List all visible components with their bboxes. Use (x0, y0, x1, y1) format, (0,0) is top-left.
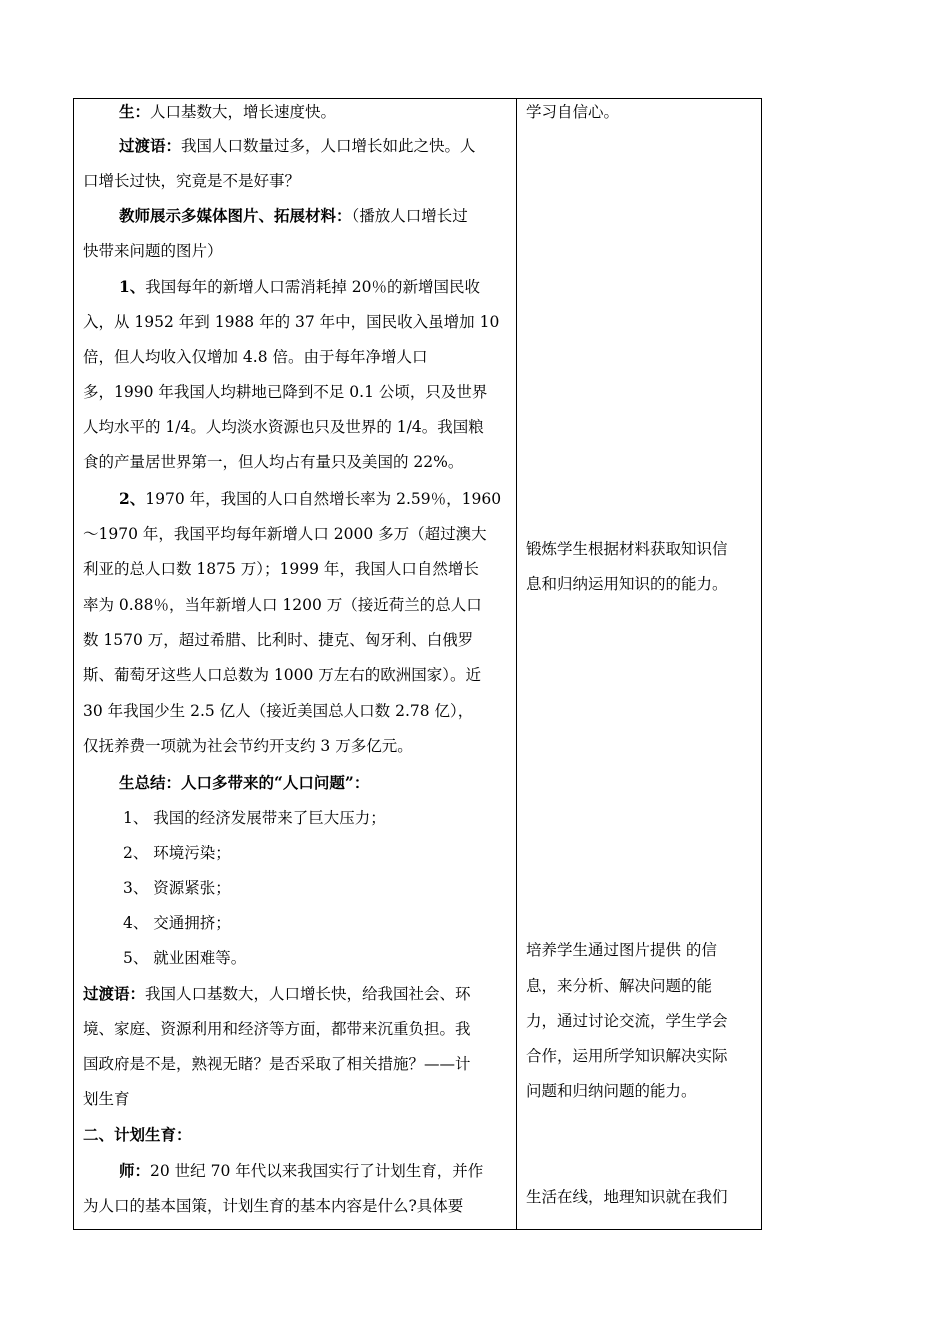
line-text: 口增长过快，究竟是不是好事？ (83, 172, 301, 190)
line-text: 率为 0.88％，当年新增人口 1200 万（接近荷兰的总人口 (83, 596, 482, 614)
left-text-line (83, 171, 300, 191)
left-text-line (83, 984, 471, 1004)
left-text-line (83, 595, 482, 615)
left-text-line (83, 1019, 471, 1039)
left-text-line (83, 665, 481, 685)
left-text-line (119, 1161, 483, 1181)
line-text: 多，1990 年我国人均耕地已降到不足 0.1 公顷，只及世界 (83, 383, 488, 401)
left-text-line (119, 277, 480, 297)
left-text-line (83, 1125, 192, 1145)
line-text: 食的产量居世界第一，但人均占有量只及美国的 22%。 (83, 453, 464, 471)
left-text-line (83, 1054, 471, 1074)
right-text-line: 学习自信心。 (526, 103, 620, 121)
line-text: 2、 环境污染； (123, 844, 231, 862)
line-text: 境、家庭、资源利用和经济等方面，都带来沉重负担。我 (83, 1020, 471, 1038)
line-text: 划生育 (83, 1090, 130, 1108)
left-text-line (83, 347, 428, 367)
column-divider (516, 99, 517, 1229)
bold-label: 2、 (119, 489, 146, 508)
bold-label: 二、计划生育： (83, 1125, 192, 1144)
left-text-line (123, 878, 231, 898)
left-text-line (83, 701, 473, 721)
line-text: 1、 我国的经济发展带来了巨大压力； (123, 809, 386, 827)
right-text-line: 问题和归纳问题的能力。 (526, 1082, 697, 1100)
line-text: 1970 年，我国的人口自然增长率为 2.59％，1960 (145, 490, 502, 508)
line-text: 5、 就业困难等。 (123, 949, 247, 967)
bold-label: 教师展示多媒体图片、拓展材料： (119, 206, 352, 225)
line-text: 入，从 1952 年到 1988 年的 37 年中，国民收入虽增加 10 (83, 313, 500, 331)
left-text-line (83, 736, 413, 756)
lesson-plan-table (73, 98, 762, 1230)
left-text-line (83, 630, 473, 650)
right-text-line: 锻炼学生根据材料获取知识信 (526, 540, 728, 558)
left-text-line (83, 1196, 463, 1216)
line-text: 仅抚养费一项就为社会节约开支约 3 万多亿元。 (83, 737, 413, 755)
left-text-line (123, 843, 231, 863)
right-text-line: 培养学生通过图片提供 的信 (526, 941, 717, 959)
left-text-line (123, 808, 386, 828)
left-text-line (119, 136, 476, 156)
line-text: 4、 交通拥挤； (123, 914, 231, 932)
left-text-line (119, 489, 501, 509)
left-text-line (83, 524, 487, 544)
bold-label: 生总结：人口多带来的“人口问题”： (119, 773, 370, 792)
bold-label: 生： (119, 102, 151, 121)
left-text-line (119, 102, 336, 122)
line-text: 30 年我国少生 2.5 亿人（接近美国总人口数 2.78 亿）， (83, 702, 474, 720)
left-text-line (123, 913, 231, 933)
right-text-line: 息和归纳运用知识的的能力。 (526, 575, 728, 593)
line-text: 人口基数大，增长速度快。 (150, 103, 337, 121)
line-text: 20 世纪 70 年代以来我国实行了计划生育，并作 (150, 1162, 484, 1180)
line-text: 我国人口数量过多，人口增长如此之快。人 (181, 137, 476, 155)
left-text-line (83, 1089, 130, 1109)
line-text: 利亚的总人口数 1875 万）；1999 年，我国人口自然增长 (83, 560, 479, 578)
line-text: 斯、葡萄牙这些人口总数为 1000 万左右的欧洲国家）。近 (83, 666, 482, 684)
bold-label: 1、 (119, 277, 146, 296)
line-text: 数 1570 万，超过希腊、比利时、捷克、匈牙利、白俄罗 (83, 631, 474, 649)
line-text: 我国每年的新增人口需消耗掉 20％的新增国民收 (145, 278, 480, 296)
right-text-line: 生活在线，地理知识就在我们 (526, 1188, 728, 1206)
right-text-line: 合作，运用所学知识解决实际 (526, 1047, 728, 1065)
line-text: 人均水平的 1/4。人均淡水资源也只及世界的 1/4。我国粮 (83, 418, 484, 436)
left-text-line (83, 417, 484, 437)
line-text: 国政府是不是，熟视无睹？是否采取了相关措施？——计 (83, 1055, 471, 1073)
left-text-line (119, 206, 468, 226)
line-text: 倍，但人均收入仅增加 4.8 倍。由于每年净增人口 (83, 348, 428, 366)
left-text-line (83, 241, 223, 261)
left-text-line (83, 382, 487, 402)
left-text-line (83, 312, 499, 332)
left-text-line (83, 559, 479, 579)
left-text-line (123, 948, 246, 968)
line-text: 我国人口基数大，人口增长快，给我国社会、环 (145, 985, 471, 1003)
left-text-line (83, 452, 463, 472)
right-text-line: 力，通过讨论交流，学生学会 (526, 1012, 728, 1030)
bold-label: 过渡语： (83, 984, 146, 1003)
line-text: ～1970 年，我国平均每年新增人口 2000 多万（超过澳大 (83, 525, 487, 543)
line-text: 快带来问题的图片） (83, 242, 223, 260)
right-text-line: 息，来分析、解决问题的能 (526, 977, 713, 995)
bold-label: 过渡语： (119, 136, 182, 155)
line-text: （播放人口增长过 (351, 207, 468, 225)
line-text: 3、 资源紧张； (123, 879, 231, 897)
bold-label: 师： (119, 1161, 151, 1180)
line-text: 为人口的基本国策，计划生育的基本内容是什么?具体要 (83, 1197, 464, 1215)
left-text-line (119, 773, 369, 793)
